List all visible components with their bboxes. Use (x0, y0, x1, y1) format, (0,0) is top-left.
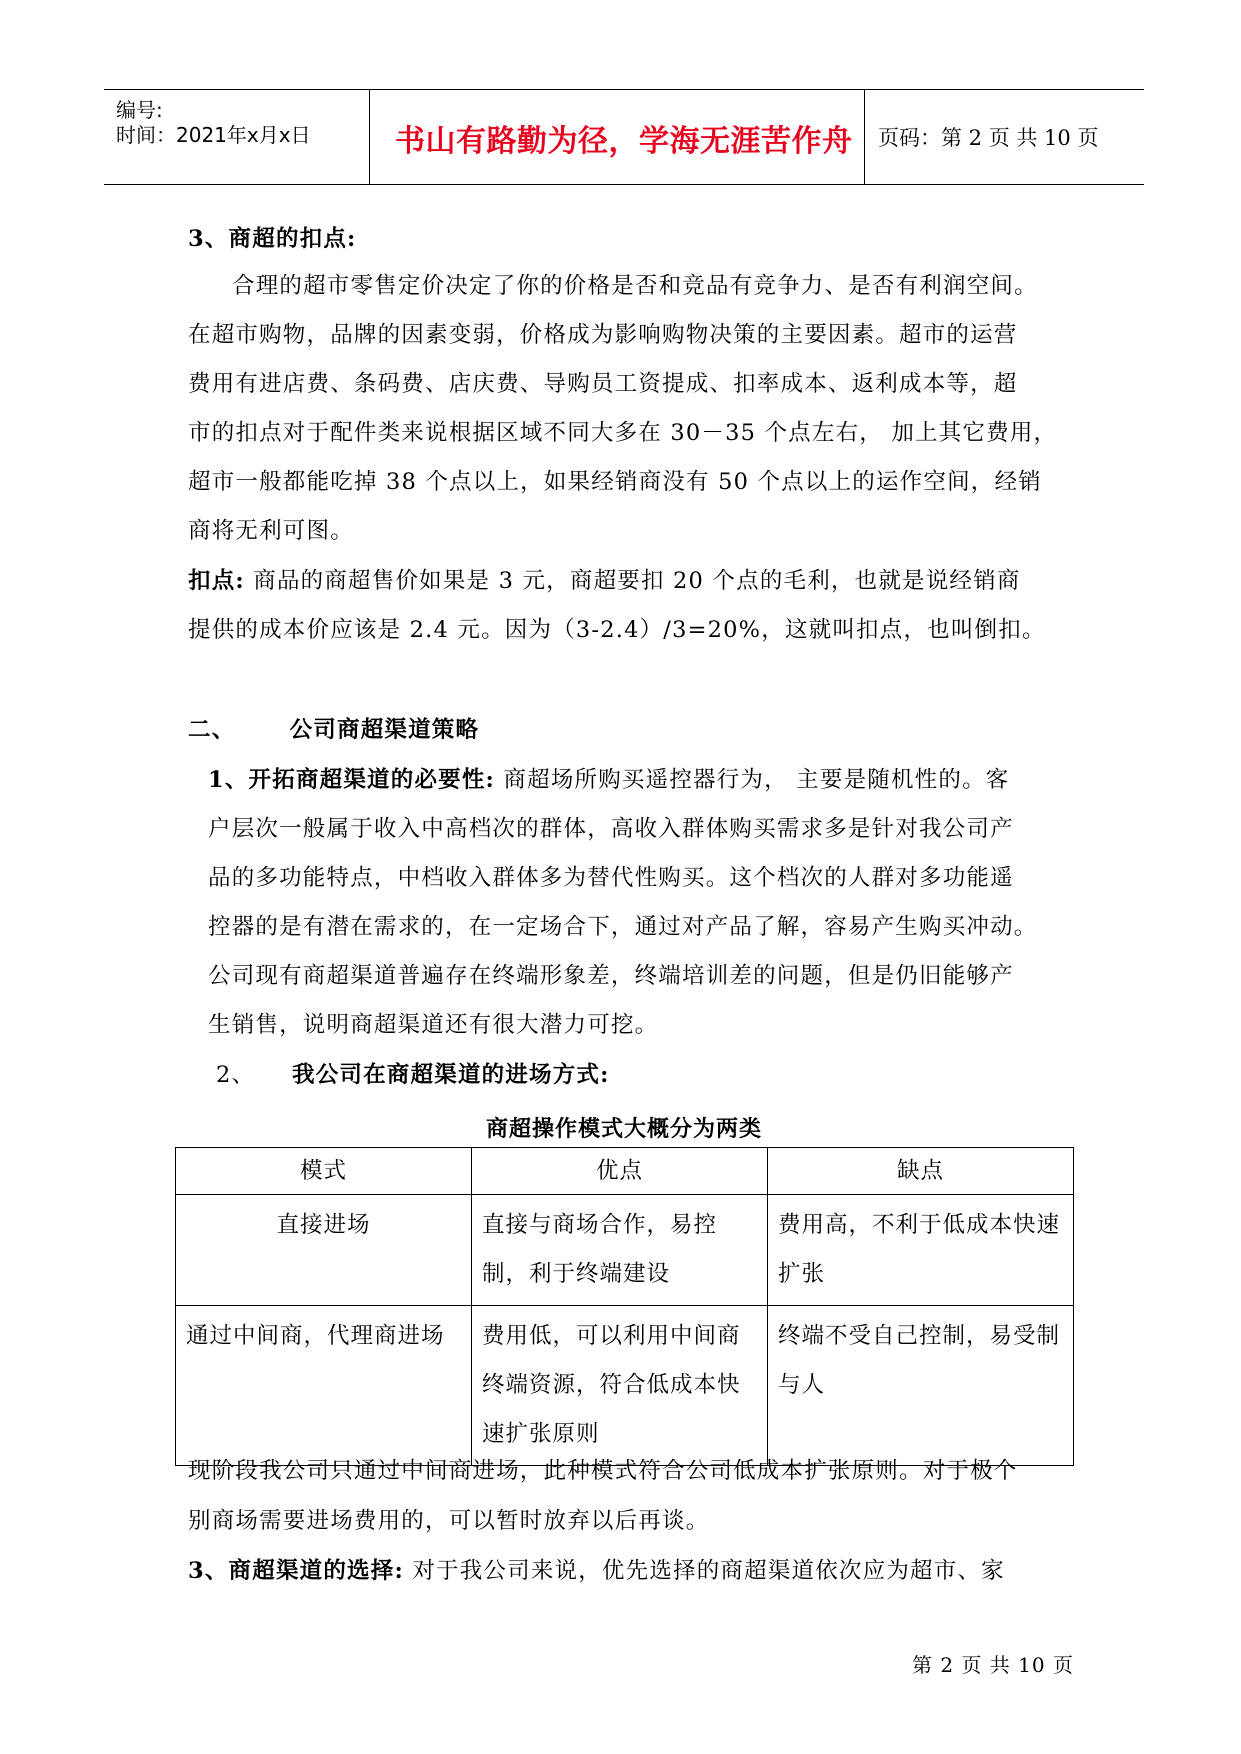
page-code-text: 页码：第 2 页 共 10 页 (878, 126, 1099, 150)
item2-number: 2、 (216, 1062, 256, 1088)
paragraph-line: 品的多功能特点，中档收入群体多为替代性购买。这个档次的人群对多功能遥 (208, 865, 1014, 891)
item3-text: 对于我公司来说，优先选择的商超渠道依次应为超市、家 (403, 1558, 1005, 1584)
section2-heading: 二、 公司商超渠道策略 (188, 717, 480, 743)
item1-label: 1、开拓商超渠道的必要性: (208, 767, 496, 793)
motto-text: 书山有路勤为径，学海无涯苦作舟 (395, 124, 853, 159)
page-header (104, 89, 1144, 185)
table-header-cell: 缺点 (768, 1148, 1074, 1195)
number-label: 编号: (116, 98, 163, 122)
paragraph-line: 合理的超市零售定价决定了你的价格是否和竞品有竞争力、是否有利润空间。 (232, 273, 1038, 299)
paragraph-line: 控器的是有潜在需求的，在一定场合下，通过对产品了解，容易产生购买冲动。 (208, 914, 1038, 940)
paragraph-line: 费用有进店费、条码费、店庆费、导购员工资提成、扣率成本、返利成本等，超 (188, 371, 1018, 397)
page-footer: 第 2 页 共 10 页 (912, 1653, 1074, 1677)
paragraph-line: 现阶段我公司只通过中间商进场，此种模式符合公司低成本扩张原则。对于极个 (188, 1458, 1018, 1484)
table-cell: 费用低，可以利用中间商终端资源，符合低成本快速扩张原则 (472, 1306, 768, 1466)
mode-table (175, 1147, 1074, 1466)
paragraph-line: 户层次一般属于收入中高档次的群体，高收入群体购买需求多是针对我公司产 (208, 816, 1014, 842)
definition-text: 商品的商超售价如果是 3 元，商超要扣 20 个点的毛利，也就是说经销商 (244, 568, 1021, 594)
section3-heading: 3、商超的扣点: (188, 226, 357, 252)
header-page-code (866, 90, 1144, 184)
table-cell: 直接与商场合作，易控制，利于终端建设 (472, 1195, 768, 1306)
item2-label: 我公司在商超渠道的进场方式: (292, 1062, 610, 1088)
paragraph-line: 市的扣点对于配件类来说根据区域不同大多在 30－35 个点左右， 加上其它费用， (188, 420, 1058, 446)
item1-text: 商超场所购买遥控器行为， 主要是随机性的。客 (495, 767, 1010, 793)
definition-label: 扣点: (188, 568, 245, 594)
table-cell: 费用高，不利于低成本快速扩张 (768, 1195, 1074, 1306)
paragraph-line: 在超市购物，品牌的因素变弱，价格成为影响购物决策的主要因素。超市的运营 (188, 322, 1018, 348)
definition-line: 提供的成本价应该是 2.4 元。因为（3-2.4）/3=20%，这就叫扣点，也叫倒扣。 (188, 617, 1046, 643)
time-label: 时间：2021年x月x日 (116, 123, 311, 147)
header-motto (371, 90, 865, 184)
item3-label: 3、商超渠道的选择: (188, 1558, 404, 1584)
table-cell: 直接进场 (176, 1195, 472, 1306)
paragraph-line: 别商场需要进场费用的，可以暂时放弃以后再谈。 (188, 1508, 710, 1534)
table-header-cell: 模式 (176, 1148, 472, 1195)
paragraph-line: 超市一般都能吃掉 38 个点以上，如果经销商没有 50 个点以上的运作空间，经销 (188, 469, 1042, 495)
paragraph-line: 公司现有商超渠道普遍存在终端形象差，终端培训差的问题，但是仍旧能够产 (208, 963, 1014, 989)
paragraph-line: 商将无利可图。 (188, 518, 354, 544)
item1-first-line (208, 762, 1009, 794)
header-meta (104, 90, 370, 184)
table-cell: 通过中间商，代理商进场 (176, 1306, 472, 1466)
table-title: 商超操作模式大概分为两类 (485, 1116, 762, 1142)
table-header-cell: 优点 (472, 1148, 768, 1195)
table-row (176, 1195, 1074, 1306)
table-cell: 终端不受自己控制，易受制与人 (768, 1306, 1074, 1466)
table-row (176, 1306, 1074, 1466)
paragraph-line: 生销售，说明商超渠道还有很大潜力可挖。 (208, 1012, 659, 1038)
item3-line (188, 1553, 1005, 1585)
table-header-row (176, 1148, 1074, 1195)
definition-line (188, 563, 1021, 595)
